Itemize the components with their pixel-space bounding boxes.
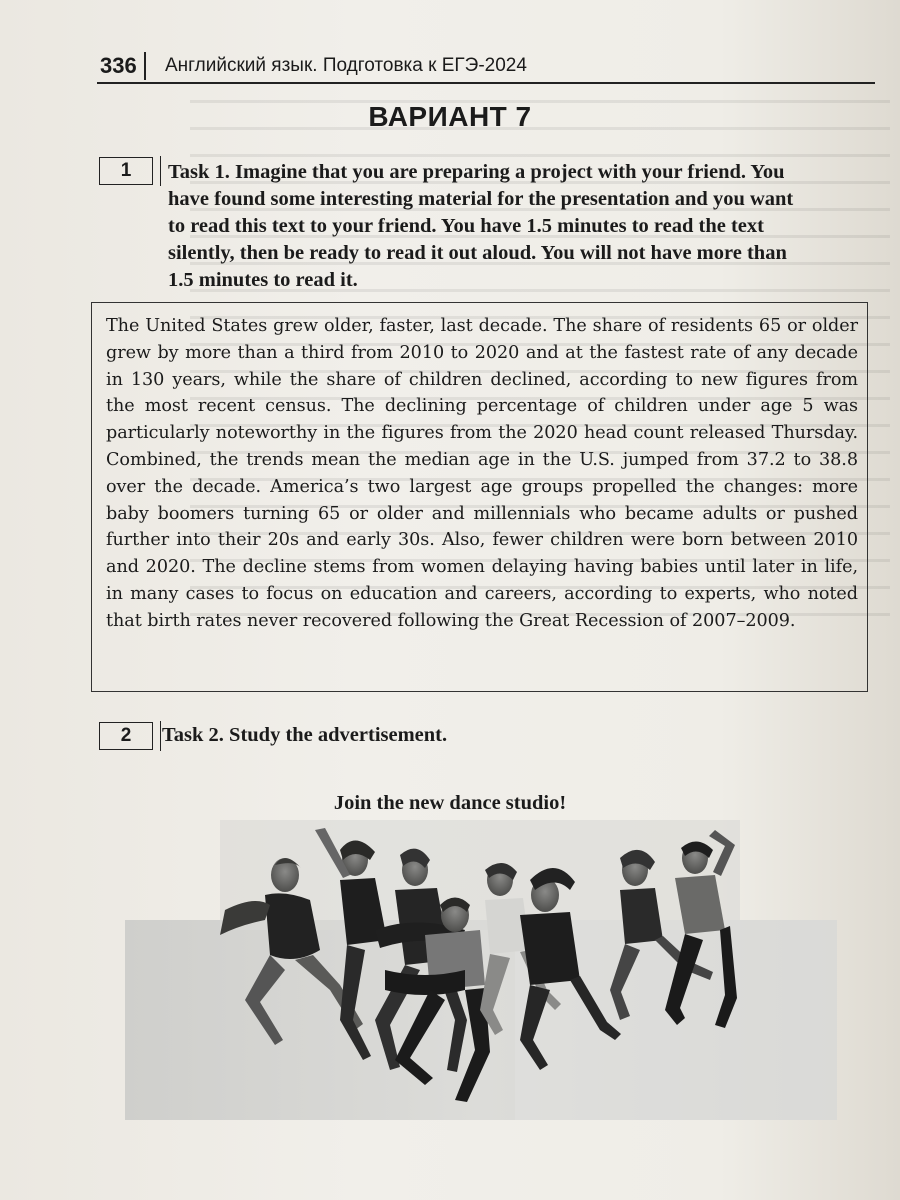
dancers-photo: [125, 820, 837, 1120]
page-header: [97, 52, 875, 84]
task-1-line: to read this text to your friend. You have 1.5 minutes to read the text: [168, 215, 764, 237]
task-1-instruction: [168, 159, 873, 294]
task-1-line: silently, then be ready to read it out aloud. You will not have more than: [168, 242, 787, 264]
task-2-number-box: 2: [99, 722, 153, 750]
task-2-instruction: Task 2. Study the advertisement.: [162, 724, 448, 746]
running-title: Английский язык. Подготовка к ЕГЭ-2024: [165, 55, 527, 76]
page-number: 336: [97, 52, 146, 80]
task-1-line: Task 1. Imagine that you are preparing a project with your friend. You: [168, 161, 785, 183]
task-1-number-box: 1: [99, 157, 153, 185]
task-1-line: 1.5 minutes to read it.: [168, 269, 358, 291]
advertisement-headline: Join the new dance studio!: [333, 792, 567, 814]
reading-passage-text: The United States grew older, faster, last decade. The share of residents 65 or older grew by more than a third from 2010 to 2020 and at the fastest rate of any decade in 130 years, while the share of children declined, according to new figures from the most recent census. The declining percentage of children under age 5 was particularly noteworthy in the figures from the 2020 head count released Thursday. Combined, the trends mean the median age in the U.S. jumped from 37.2 to 38.8 over the decade. America’s two largest age groups propelled the changes: more baby boomers turning 65 or older and millennials who became adults or pushed further into their 20s and early 30s. Also, fewer children were born between 2010 and 2020. The decline stems from women delaying having babies until later in life, in many cases to focus on education and careers, according to experts, who noted that birth rates never recovered following the Great Recession of 2007–2009.: [106, 316, 858, 631]
reading-passage-box: [91, 302, 868, 692]
task-1-line: have found some interesting material for the presentation and you want: [168, 188, 794, 210]
variant-title: ВАРИАНТ 7: [368, 101, 532, 132]
